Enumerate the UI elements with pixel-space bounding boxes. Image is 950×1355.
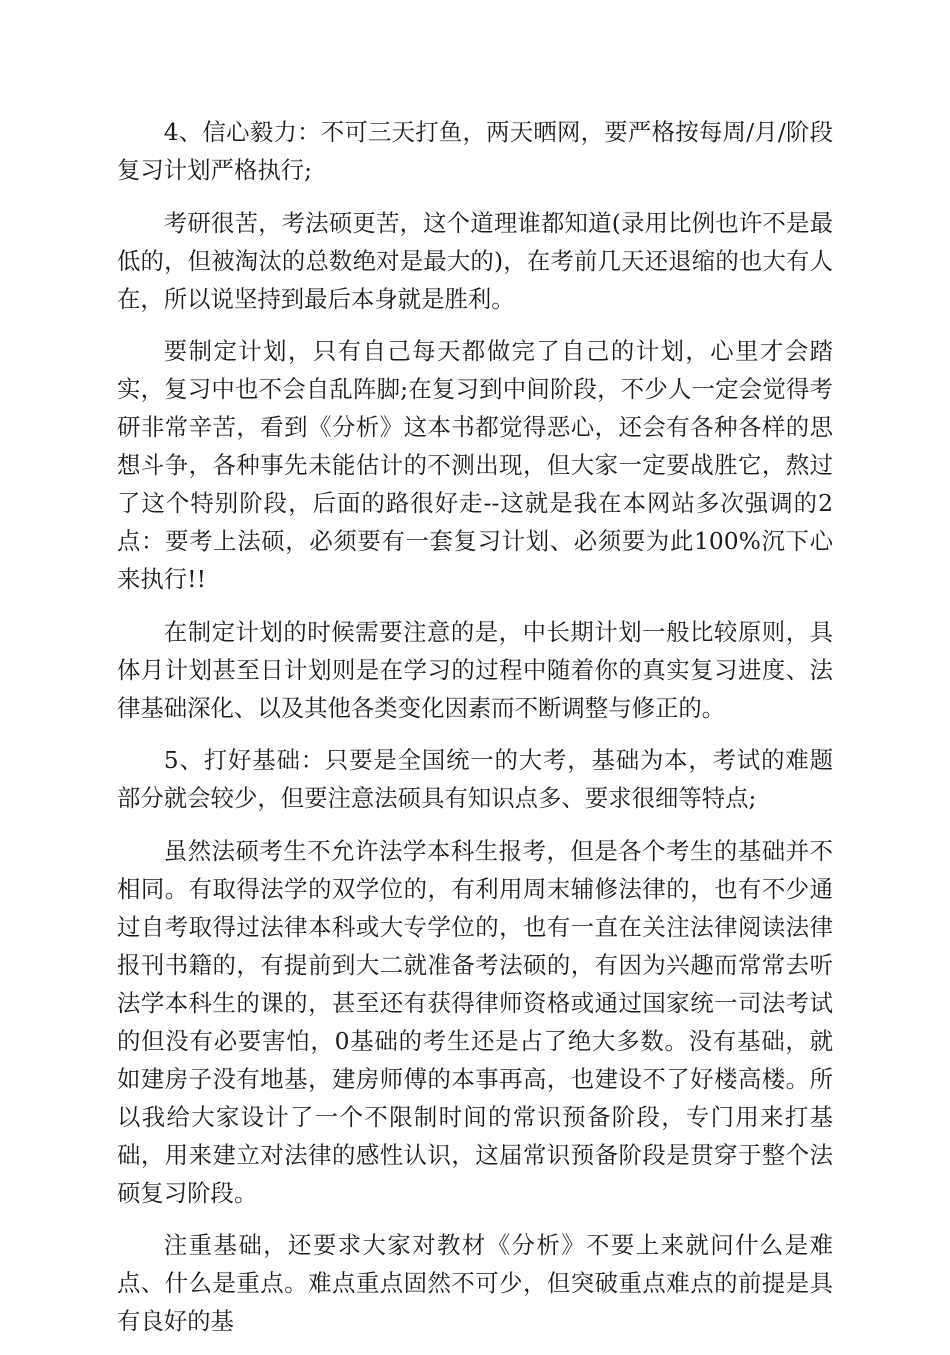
document-body (117, 113, 833, 1355)
paragraph-plan-notes: 在制定计划的时候需要注意的是，中长期计划一般比较原则，具体月计划甚至日计划则是在学习的过程中随着你的真实复习进度、法律基础深化、以及其他各类变化因素而不断调整与修正的。 (117, 617, 833, 722)
paragraph-focus-basics: 注重基础，还要求大家对教材《分析》不要上来就问什么是难点、什么是重点。难点重点固然不可少，但突破重点难点的前提是具有良好的基 (117, 1231, 833, 1335)
paragraph-foundation: 5、打好基础：只要是全国统一的大考，基础为本，考试的难题部分就会较少，但要注意法硕具有知识点多、要求很细等特点; (117, 746, 833, 812)
paragraph-candidate-backgrounds: 虽然法硕考生不允许法学本科生报考，但是各个考生的基础并不相同。有取得法学的双学位的，有利用周末辅修法律的，也有不少通过自考取得过法律本科或大专学位的，也有一直在关注法律阅读法律报刊书籍的，有提前到大二就准备考法硕的，有因为兴趣而常常去听法学本科生的课的，甚至还有获得律师资格或通过国家统一司法考试的但没有必要害怕，0基础的考生还是占了绝大多数。没有基础，就如建房子没有地基，建房师傅的本事再高，也建设不了好楼高楼。所以我给大家设计了一个不限制时间的常识预备阶段，专门用来打基础，用来建立对法律的感性认识，这届常识预备阶段是贯穿于整个法硕复习阶段。 (117, 836, 833, 1207)
paragraph-persistence: 考研很苦，考法硕更苦，这个道理谁都知道(录用比例也许不是最低的，但被淘汰的总数绝对是最大的)，在考前几天还退缩的也大有人在，所以说坚持到最后本身就是胜利。 (117, 208, 833, 313)
paragraph-make-plan: 要制定计划，只有自己每天都做完了自己的计划，心里才会踏实，复习中也不会自乱阵脚;在复习到中间阶段，不少人一定会觉得考研非常辛苦，看到《分析》这本书都觉得恶心，还会有各种各样的思想斗争，各种事先未能估计的不测出现，但大家一定要战胜它，熬过了这个特别阶段，后面的路很好走--这就是我在本网站多次强调的2点：要考上法硕，必须要有一套复习计划、必须要为此100%沉下心来执行!! (117, 337, 833, 593)
paragraph-confidence: 4、信心毅力：不可三天打鱼，两天晒网，要严格按每周/月/阶段复习计划严格执行; (117, 118, 833, 184)
